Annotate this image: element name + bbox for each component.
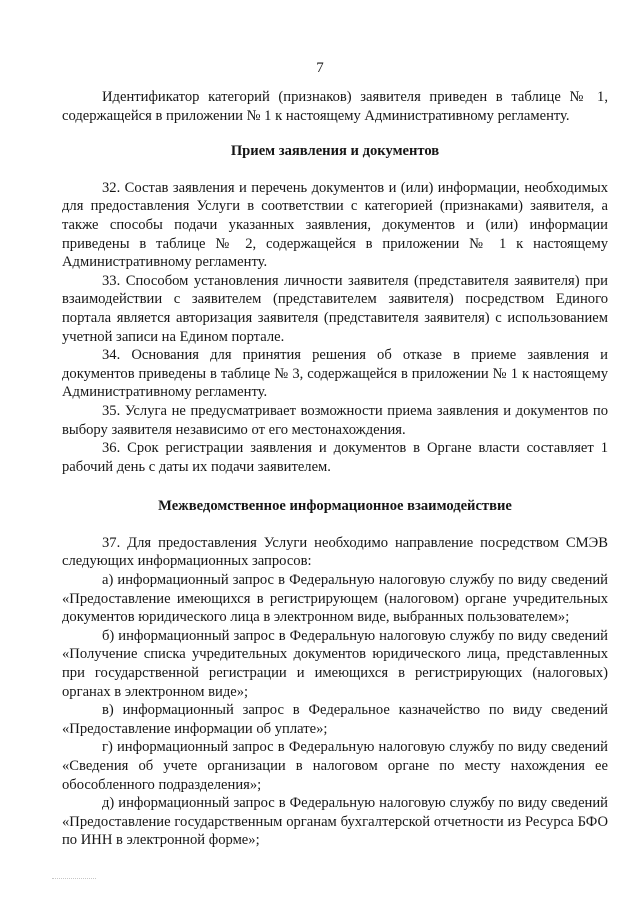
paragraph-36: 36. Срок регистрации заявления и документов в Органе власти составляет 1 рабочий день с даты их подачи заявителем. (62, 440, 608, 475)
paragraph-33: 33. Способом установления личности заявителя (представителя заявителя) при взаимодействии с заявителем (представителем заявителя) посредством Единого портала является авторизация заявителя (представителя заявителя) с использованием учетной записи на Едином портале. (62, 272, 608, 345)
list-item-b: б) информационный запрос в Федеральную налоговую службу по виду сведений «Получение списка учредительных документов юридического лица, представленных при государственной регистрации и имеющихся в регистрирующих (налоговых) органах в электронном виде»; (62, 627, 608, 700)
intro-paragraph: Идентификатор категорий (признаков) заявителя приведен в таблице № 1, содержащейся в приложении № 1 к настоящему Административному регламенту. (62, 89, 608, 124)
paragraph-34: 34. Основания для принятия решения об отказе в приеме заявления и документов приведены в таблице № 3, содержащейся в приложении № 1 к настоящему Административному регламенту. (62, 347, 608, 401)
scan-artifact (52, 878, 96, 883)
paragraph-35: 35. Услуга не предусматривает возможности приема заявления и документов по выбору заявителя независимо от его местонахождения. (62, 402, 608, 438)
list-item-a: а) информационный запрос в Федеральную налоговую службу по виду сведений «Предоставление имеющихся в регистрирующем (налоговом) органе учредительных документов юридического лица в электронном виде, выбранных пользователем»; (62, 572, 608, 626)
list-item-v: в) информационный запрос в Федеральное казначейство по виду сведений «Предоставление информации об уплате»; (62, 702, 608, 737)
page-number: 7 (316, 60, 324, 76)
list-item-g: г) информационный запрос в Федеральную налоговую службу по виду сведений «Сведения об учете организации в налоговом органе по месту нахождения ее обособленного подразделения»; (62, 739, 608, 793)
section-heading-interagency: Межведомственное информационное взаимодействие (158, 498, 512, 515)
document-body (62, 88, 608, 850)
paragraph-32: 32. Состав заявления и перечень документов и (или) информации, необходимых для предоставления Услуги в соответствии с категорией (признаками) заявителя, а также способы подачи указанных заявления, документов и (или) информации приведены в таблице № 2, содержащейся в приложении № 1 к настоящему Административному регламенту. (62, 179, 608, 271)
list-item-d: д) информационный запрос в Федеральную налоговую службу по виду сведений «Предоставление государственным органам бухгалтерской отчетности из Ресурса БФО по ИНН в электронной форме»; (62, 795, 608, 849)
paragraph-37: 37. Для предоставления Услуги необходимо направление посредством СМЭВ следующих информационных запросов: (62, 534, 608, 570)
section-heading-reception: Прием заявления и документов (230, 143, 440, 160)
